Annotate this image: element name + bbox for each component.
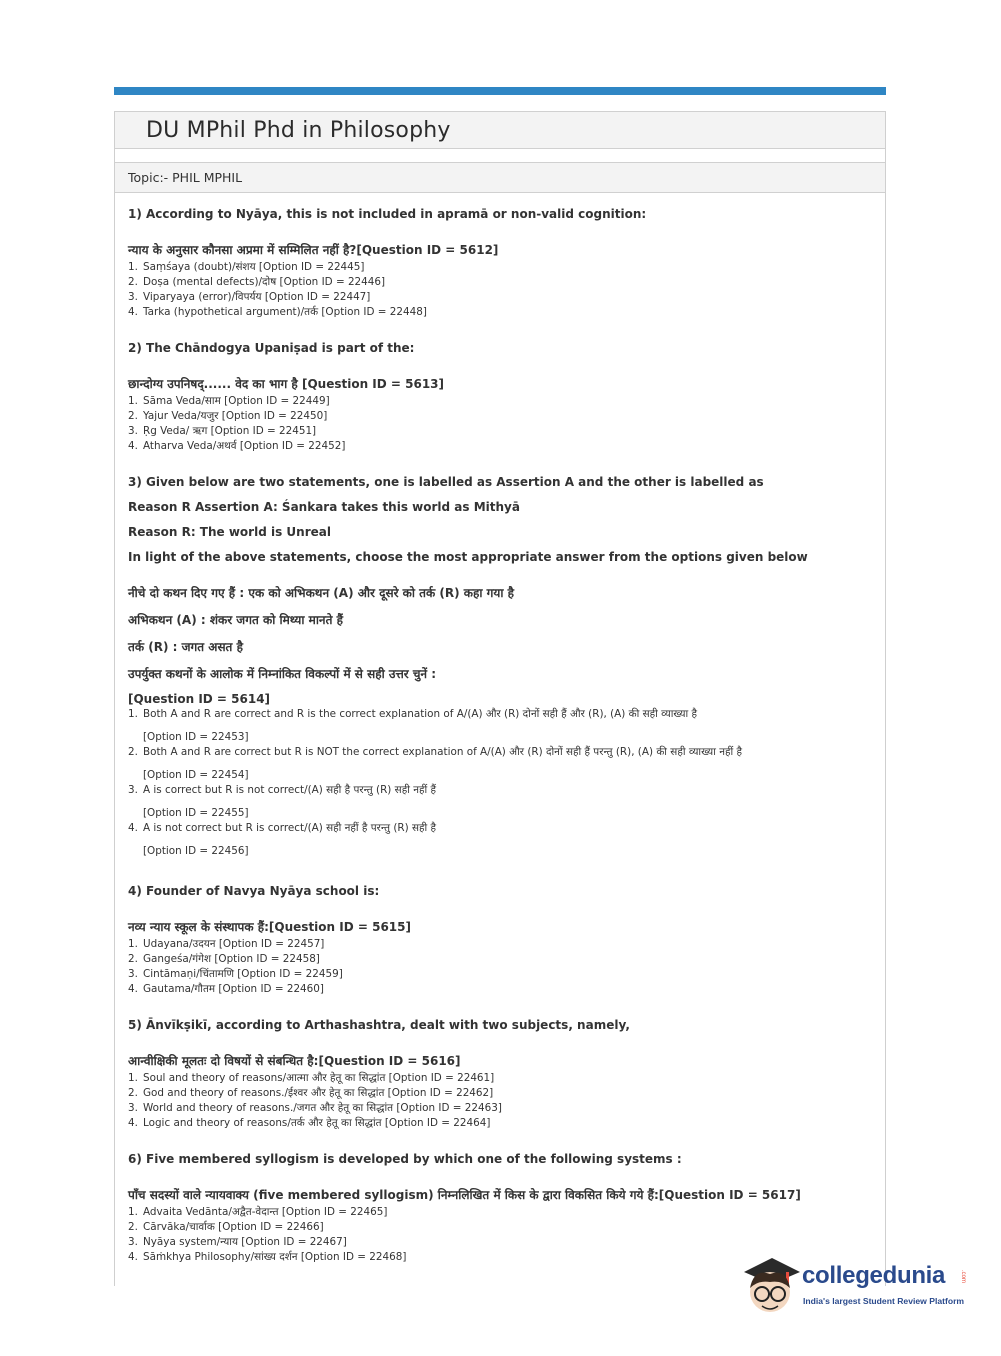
option: 4. Atharva Veda/अथर्व [Option ID = 22452] [128,440,346,452]
question-1-en: 1) According to Nyāya, this is not included in apramā or non-valid cognition: [128,207,647,221]
question-1 [128,207,868,320]
option: 3. Viparyaya (error)/विपर्यय [Option ID = 22447] [128,291,371,303]
question-3-qid: [Question ID = 5614] [128,692,271,706]
option: 3. A is correct but R is not correct/(A) सही है परन्तु (R) सही नहीं हैं [128,784,436,796]
question-6-hi: पाँच सदस्यों वाले न्यायवाक्य (five membered syllogism) निम्नलिखित में किस के द्वारा विकसित किये गये हैं:[Question ID = 5617] [128,1188,801,1202]
question-3-hi-line: उपर्युक्त कथनों के आलोक में निम्नांकित विकल्पों में से सही उत्तर चुनें : [128,667,437,681]
question-6 [128,1152,868,1265]
option: 1. Soul and theory of reasons/आत्मा और हेतू का सिद्धांत [Option ID = 22461] [128,1072,495,1084]
option: 4. Logic and theory of reasons/तर्क और हेतू का सिद्धांत [Option ID = 22464] [128,1117,491,1129]
question-6-en: 6) Five membered syllogism is developed by which one of the following systems : [128,1152,682,1166]
option: 2. Cārvāka/चार्वाक [Option ID = 22466] [128,1221,324,1233]
option: 3. Cintāmaṇi/चिंतामणि [Option ID = 22459] [128,968,343,980]
option: 4. Tarka (hypothetical argument)/तर्क [Option ID = 22448] [128,306,427,318]
option-id: [Option ID = 22454] [143,769,249,781]
option-id: [Option ID = 22453] [143,731,249,743]
question-3-line: Reason R Assertion A: Śankara takes this world as Mithyā [128,500,520,514]
option: 4. Sāṁkhya Philosophy/सांख्य दर्शन [Option ID = 22468] [128,1251,407,1263]
mascot-icon [742,1250,800,1320]
logo-domain: .com [960,1270,966,1284]
question-3-line: 3) Given below are two statements, one is labelled as Assertion A and the other is labelled as [128,475,764,489]
option: 2. Both A and R are correct but R is NOT the correct explanation of A/(A) और (R) दोनों सही हैं परन्तु (R), (A) की सही व्याख्या नहीं है [128,746,743,758]
spacer-box [115,147,885,163]
option: 3. Ṛg Veda/ ऋग [Option ID = 22451] [128,425,317,437]
header-accent-bar [114,87,886,95]
logo-wordmark: collegedunia [802,1262,946,1289]
option: 2. Doṣa (mental defects)/दोष [Option ID = 22446] [128,276,386,288]
question-5 [128,1018,868,1131]
option-id: [Option ID = 22456] [143,845,249,857]
option: 1. Advaita Vedānta/अद्वैत-वेदान्त [Option ID = 22465] [128,1206,388,1218]
question-5-en: 5) Ānvīkṣikī, according to Arthashashtra, dealt with two subjects, namely, [128,1018,630,1032]
option: 1. Both A and R are correct and R is the correct explanation of A/(A) और (R) दोनों सही हैं और (R), (A) की सही व्याख्या है [128,708,698,720]
question-4-en: 4) Founder of Navya Nyāya school is: [128,884,380,898]
option: 1. Sāma Veda/साम [Option ID = 22449] [128,395,330,407]
option: 4. A is not correct but R is correct/(A) सही नहीं है परन्तु (R) सही है [128,822,436,834]
option: 1. Saṃśaya (doubt)/संशय [Option ID = 22445] [128,261,365,273]
option: 3. Nyāya system/न्याय [Option ID = 22467] [128,1236,347,1248]
question-3 [128,475,868,859]
question-3-hi-line: तर्क (R) : जगत असत है [128,640,243,654]
question-1-hi: न्याय के अनुसार कौनसा अप्रमा में सम्मिलित नहीं है?[Question ID = 5612] [128,243,499,257]
option: 1. Udayana/उदयन [Option ID = 22457] [128,938,325,950]
question-4 [128,884,868,997]
question-3-line: Reason R: The world is Unreal [128,525,331,539]
topic-box [115,163,885,193]
question-2 [128,341,868,454]
question-4-hi: नव्य न्याय स्कूल के संस्थापक हैं:[Question ID = 5615] [128,920,411,934]
option: 2. God and theory of reasons./ईश्वर और हेतू का सिद्धांत [Option ID = 22462] [128,1087,494,1099]
document-sheet [114,111,886,1286]
logo-tagline: India's largest Student Review Platform [803,1296,965,1306]
topic-label: Topic:- PHIL MPHIL [128,170,243,185]
question-3-hi-line: अभिकथन (A) : शंकर जगत को मिथ्या मानते हैं [128,613,343,627]
question-5-hi: आन्वीक्षिकी मूलतः दो विषयों से संबन्धित है:[Question ID = 5616] [128,1054,461,1068]
option: 4. Gautama/गौतम [Option ID = 22460] [128,983,324,995]
question-3-hi-line: नीचे दो कथन दिए गए हैं : एक को अभिकथन (A) और दूसरे को तर्क (R) कहा गया है [128,586,515,600]
question-2-en: 2) The Chāndogya Upaniṣad is part of the: [128,341,415,355]
option: 2. Yajur Veda/यजुर [Option ID = 22450] [128,410,328,422]
question-2-hi: छान्दोग्य उपनिषद्...... वेद का भाग है [Question ID = 5613] [128,377,445,391]
question-3-line: In light of the above statements, choose the most appropriate answer from the options given below [128,550,808,564]
page-title: DU MPhil Phd in Philosophy [146,118,451,143]
option: 3. World and theory of reasons./जगत और हेतू का सिद्धांत [Option ID = 22463] [128,1102,502,1114]
collegedunia-logo [742,1250,972,1320]
option-id: [Option ID = 22455] [143,807,249,819]
option: 2. Gangeśa/गंगेश [Option ID = 22458] [128,953,320,965]
